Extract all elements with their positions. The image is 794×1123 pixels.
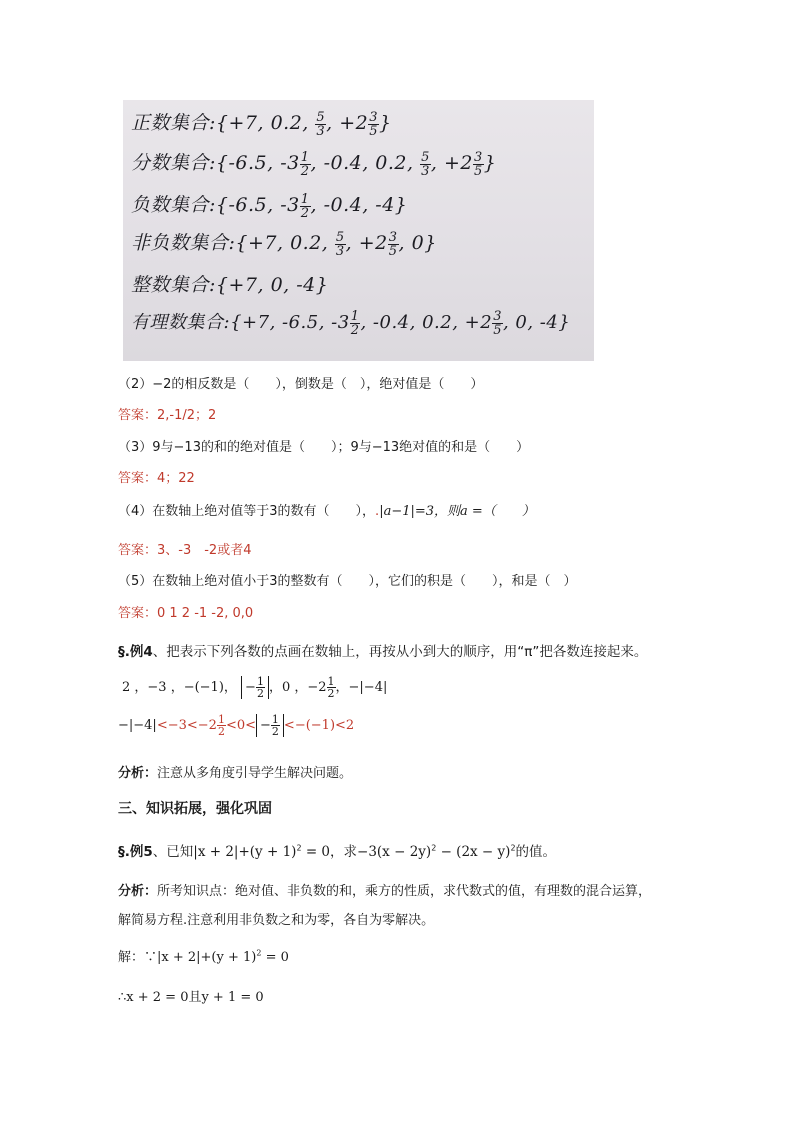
den: 3 [421,163,430,179]
example-5-text-d: 的值。 [515,844,557,860]
example-4-text: 、把表示下列各数的点画在数轴上，再按从小到大的顺序，用“π”把各数连接起来。 [152,644,648,660]
hw-tail: , -0.4, -4} [310,194,408,216]
question-5: （5）在数轴上绝对值小于3的整数有（ ），它们的积是（ ），和是（ ） [118,574,577,589]
hw-half [350,310,361,337]
example-5-text-a: 、已知|x + 2|+(y + 1) [152,844,297,860]
abs-value: − $\frac{1}{2}$ [241,676,269,699]
hw-items: {-6.5, -3 [215,194,300,216]
den: 2 [327,687,335,700]
example-4-label: §.例4 [118,644,153,660]
hw-half [300,193,311,220]
fraction [256,676,265,699]
numbers-part-b: ，0 ，−2 [268,680,327,695]
hw-label: 正数集合: [131,112,216,134]
den: 5 [369,123,379,139]
hw-label: 负数集合: [131,194,216,216]
hw-label: 分数集合: [131,152,216,174]
hw-close: } [483,152,497,174]
hw-line-integer [131,270,328,297]
answer-2: 答案：2,-1/2；2 [118,408,217,423]
solution-text-b: = 0 [261,950,289,965]
superscript: 2 [431,843,437,853]
analysis-label: 分析： [118,884,158,899]
example-5-analysis-line2: 解简易方程.注意利用非负数之和为零，各自为零解决。 [118,913,435,928]
hw-close: , 0} [398,232,437,254]
num: 1 [256,675,264,688]
hw-line-rational [131,308,570,337]
question-3: （3）9与−13的和的绝对值是（ ）；9与−13绝对值的和是（ ） [118,440,530,455]
hw-label: 非负数集合: [131,232,236,254]
example-5-text-b: = 0，求−3(x − 2y) [301,844,432,860]
den: 3 [316,123,326,139]
example-4-numbers [122,676,387,699]
dot-mark: . [375,504,380,519]
num: 3 [369,109,379,125]
hw-tail: , -0.4, 0.2, +2 [360,312,493,333]
num: 1 [300,149,310,165]
example-4-heading [118,640,647,660]
hw-mixed-fraction [492,310,503,337]
hw-fraction [315,111,326,138]
hw-items: {+7, -6.5, -3 [230,312,350,333]
num: 1 [327,675,335,688]
order-part-d: <−(−1)<2 [283,718,355,733]
numbers-part-c: ，−|−4| [335,680,388,695]
question-4-equation: |a−1|=3，则a =（ ） [379,504,535,519]
order-part-a: −|−4| [118,718,157,733]
den: 2 [271,725,279,738]
hw-line-nonnegative [131,228,437,258]
hw-fraction [420,151,431,178]
num: 5 [316,109,326,125]
fraction [327,676,336,699]
den: 5 [388,243,398,259]
hw-items: {-6.5, -3 [215,152,300,174]
question-2: （2）−2的相反数是（ ），倒数是（ ），绝对值是（ ） [118,377,484,392]
num: 1 [217,713,225,726]
den: 2 [217,725,225,738]
num: 1 [271,713,279,726]
hw-close: } [379,112,392,134]
hw-mixed-fraction [473,151,484,178]
hw-tail: , +2 [326,112,369,134]
abs-value: − $\frac{1}{2}$ [256,714,284,737]
den: 5 [493,322,502,338]
example-5-label: §.例5 [118,844,153,860]
section-3-heading: 三、知识拓展，强化巩固 [118,801,272,817]
order-part-c: <0< [225,718,257,733]
answer-5: 答案：0 1 2 -1 -2, 0,0 [118,606,254,621]
num: 5 [335,229,345,245]
hw-label: 有理数集合: [131,312,231,333]
question-4-text: （4）在数轴上绝对值等于3的数有（ ）， [118,504,376,519]
superscript: 2 [510,843,516,853]
num: 1 [350,308,360,324]
analysis-text: 所考知识点：绝对值、非负数的和，乘方的性质，求代数式的值，有理数的混合运算， [157,884,652,899]
numbers-part-a: 2 ，−3 ，−(−1)， [122,680,237,695]
den: 2 [256,687,264,700]
hw-half [300,151,311,178]
superscript: 2 [256,948,262,958]
example-5-heading [118,840,556,860]
hw-line-positive [131,108,392,138]
num: 5 [421,149,430,165]
analysis-text: 注意从多角度引导学生解决问题。 [157,766,353,781]
num: 3 [388,229,398,245]
num: 3 [493,308,502,324]
order-part-b: <−3<−2 [156,718,217,733]
example-5-solution-line1 [118,946,289,965]
den: 2 [350,322,360,338]
example-5-text-c: − (2x − y) [436,844,511,860]
hw-items: {+7, 0.2, [235,232,329,254]
answer-3: 答案：4；22 [118,471,195,486]
hw-close: , 0, -4} [502,312,571,333]
hw-fraction [335,231,346,258]
den: 2 [300,205,310,221]
fraction [217,714,226,737]
hw-label: 整数集合: [131,274,216,296]
question-4 [118,500,535,519]
den: 3 [335,243,345,259]
fraction [271,714,280,737]
den: 2 [300,163,310,179]
hw-mixed-fraction [368,111,379,138]
example-5-analysis-line1 [118,880,651,899]
analysis-label: 分析： [118,766,158,781]
example-5-solution-line2: ∴x + 2 = 0且y + 1 = 0 [118,990,264,1005]
handwriting-photo [123,100,594,361]
num: 1 [300,191,310,207]
hw-tail: , +2 [345,232,388,254]
example-4-analysis [118,762,352,781]
den: 5 [473,163,483,179]
superscript: 2 [296,843,302,853]
hw-mid: , -0.4, 0.2, [310,152,414,174]
solution-text-a: 解：∵|x + 2|+(y + 1) [118,950,257,965]
hw-mixed-fraction [388,231,399,258]
hw-items: {+7, 0.2, [215,112,309,134]
hw-items: {+7, 0, -4} [215,274,329,296]
hw-tail: , +2 [430,152,473,174]
hw-line-negative [131,190,407,220]
hw-line-fraction [131,148,496,178]
num: 3 [473,149,483,165]
answer-4: 答案：3、-3 -2或者4 [118,543,252,558]
example-4-order [118,714,354,737]
